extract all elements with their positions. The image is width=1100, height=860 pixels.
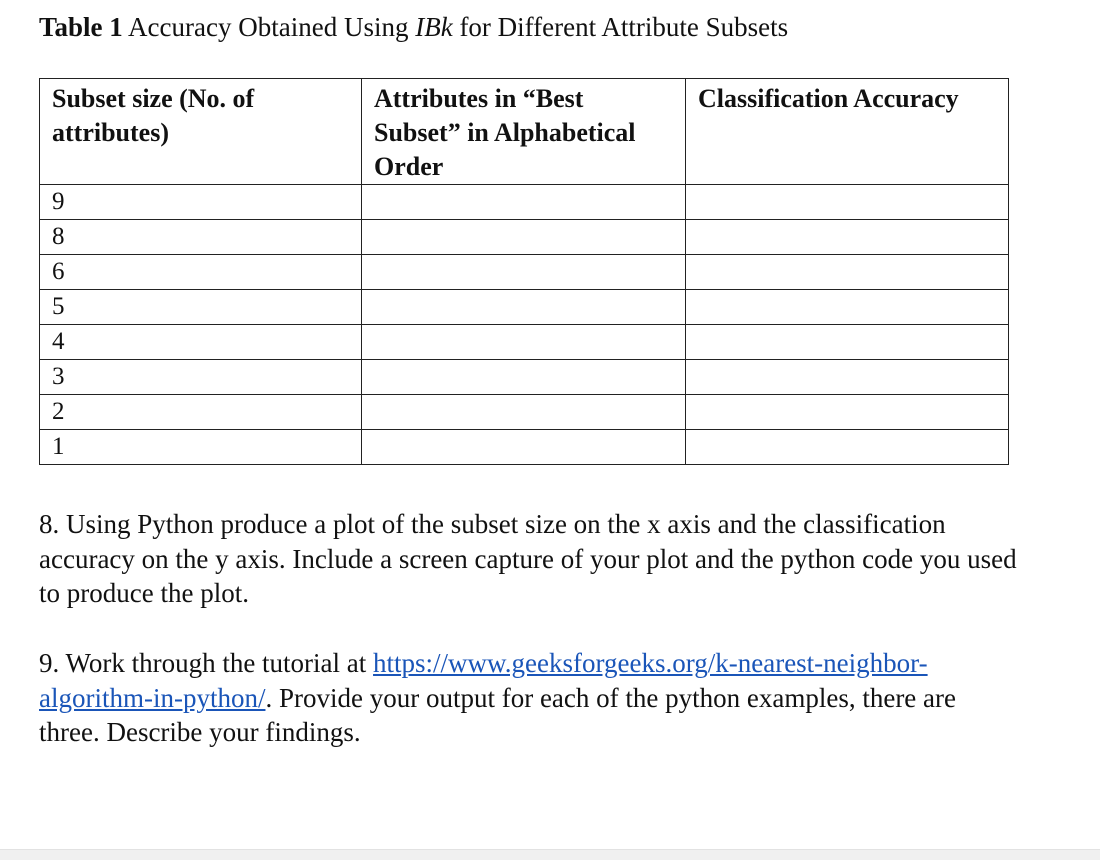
table-row [40,185,1009,220]
attribute-subset-table [39,78,1009,465]
question-9 [39,646,1019,750]
table-header-row [40,79,1009,185]
header-subset-size: Subset size (No. of attributes) [40,79,362,185]
accuracy-cell[interactable] [686,290,1009,325]
header-classification-accuracy: Classification Accuracy [686,79,1009,185]
subset-size-cell[interactable]: 1 [40,430,362,465]
accuracy-cell[interactable] [686,325,1009,360]
attributes-cell[interactable] [362,255,686,290]
caption-text-after: for Different Attribute Subsets [452,12,789,42]
table-row [40,220,1009,255]
accuracy-cell[interactable] [686,360,1009,395]
table-row [40,360,1009,395]
bottom-scroll-bar [0,849,1100,860]
tutorial-link[interactable]: https://www.geeksforgeeks.org/k-nearest-neighbor-algorithm-in-python/ [39,648,928,713]
table-row [40,255,1009,290]
table-row [40,290,1009,325]
table-caption [39,10,788,44]
subset-size-cell[interactable]: 4 [40,325,362,360]
subset-size-cell[interactable]: 6 [40,255,362,290]
accuracy-cell[interactable] [686,255,1009,290]
table-row [40,430,1009,465]
attributes-cell[interactable] [362,430,686,465]
subset-size-cell[interactable]: 9 [40,185,362,220]
caption-text-before: Accuracy Obtained Using [122,12,416,42]
attributes-cell[interactable] [362,220,686,255]
header-attributes: Attributes in “Best Subset” in Alphabetical Order [362,79,686,185]
accuracy-cell[interactable] [686,220,1009,255]
subset-size-cell[interactable]: 3 [40,360,362,395]
attributes-cell[interactable] [362,185,686,220]
question-9-text-before: 9. Work through the tutorial at [39,648,374,678]
subset-size-cell[interactable]: 5 [40,290,362,325]
question-8: 8. Using Python produce a plot of the subset size on the x axis and the classification accuracy on the y axis. Include a screen capture of your plot and the python code you used to produce the plot. [39,509,1017,608]
question-9-text-after: . Provide your output for each of the python examples, there are three. Describe your findings. [39,682,956,747]
table-row [40,395,1009,430]
accuracy-cell[interactable] [686,185,1009,220]
caption-italic: IBk [415,12,453,42]
subset-size-cell[interactable]: 8 [40,220,362,255]
subset-size-cell[interactable]: 2 [40,395,362,430]
attributes-cell[interactable] [362,290,686,325]
attributes-cell[interactable] [362,325,686,360]
accuracy-cell[interactable] [686,395,1009,430]
accuracy-cell[interactable] [686,430,1009,465]
caption-label: Table 1 [39,12,123,42]
attributes-cell[interactable] [362,360,686,395]
attributes-cell[interactable] [362,395,686,430]
table-row [40,325,1009,360]
